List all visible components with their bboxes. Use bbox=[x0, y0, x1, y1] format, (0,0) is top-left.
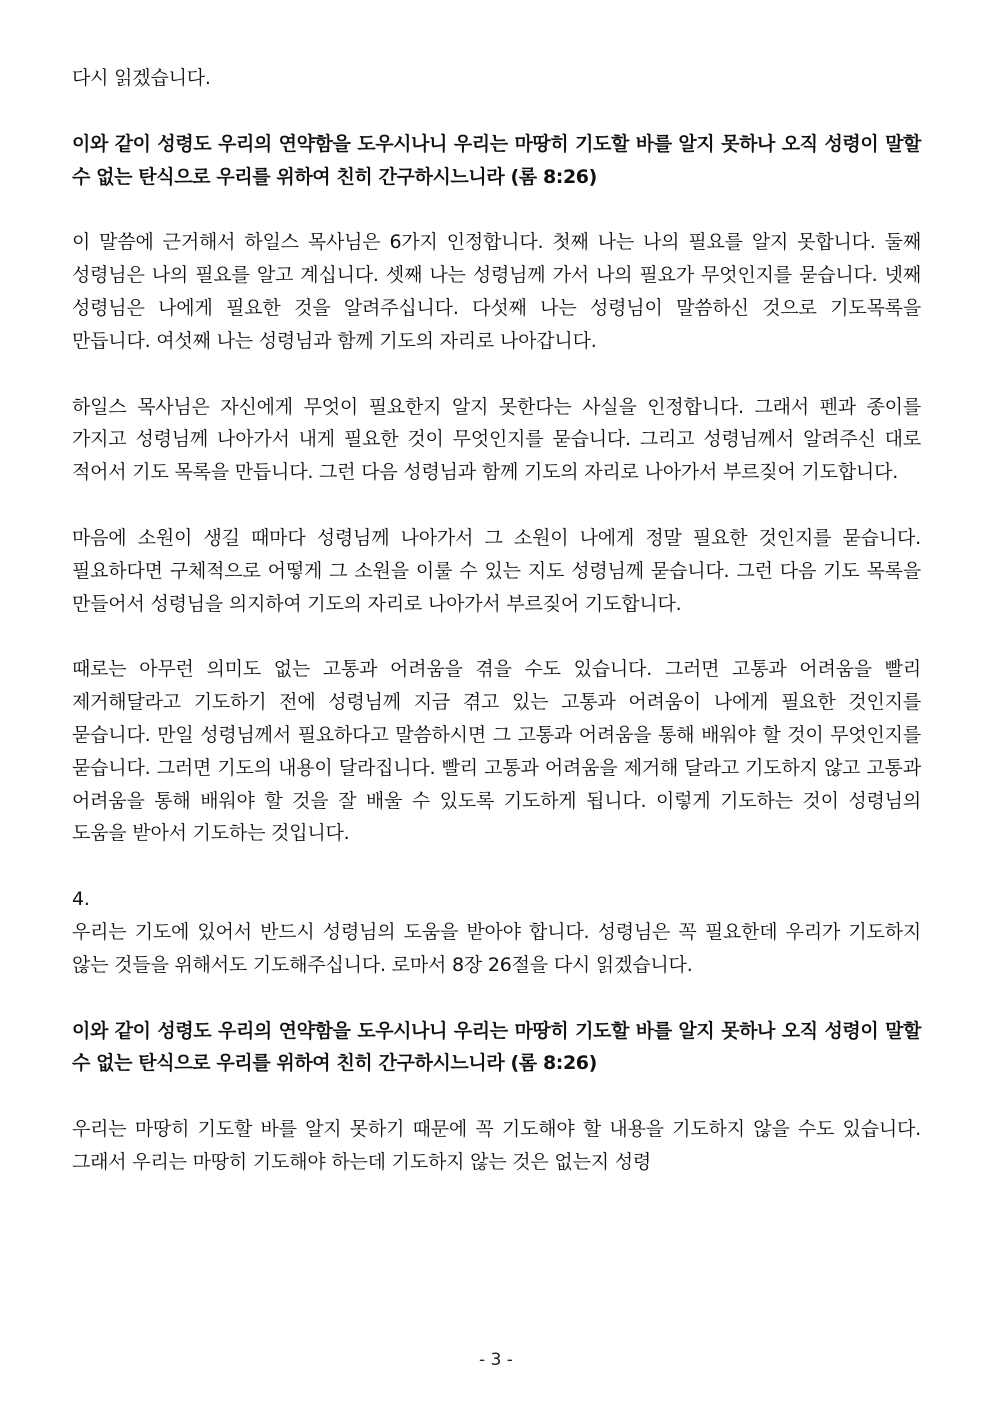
paragraph-closing: 우리는 마땅히 기도할 바를 알지 못하기 때문에 꼭 기도해야 할 내용을 기도하지 않을 수도 있습니다. 그래서 우리는 마땅히 기도해야 하는데 기도하지 않는 것은 없는지 성령 bbox=[72, 1118, 921, 1173]
paragraph-holy-spirit-help: 우리는 기도에 있어서 반드시 성령님의 도움을 받아야 합니다. 성령님은 꼭 필요한데 우리가 기도하지 않는 것들을 위해서도 기도해주십니다. 로마서 8장 26절을 다시 읽겠습니다. bbox=[72, 920, 921, 976]
section-number: 4. bbox=[72, 888, 90, 911]
page-number: - 3 - bbox=[479, 1350, 513, 1370]
paragraph-six-points: 이 말씀에 근거해서 하일스 목사님은 6가지 인정합니다. 첫째 나는 나의 필요를 알지 못합니다. 둘째 성령님은 나의 필요를 알고 계십니다. 셋째 나는 성령님께 가서 나의 필요가 무엇인지를 묻습니다. 넷째 성령님은 나에게 필요한 것을 알려주십니다. 다섯째 나는 성령님이 말씀하신 것으로 기도목록을 만듭니다. 여섯째 나는 성령님과 함께 기도의 자리로 나아갑니다. bbox=[72, 231, 921, 352]
paragraph-gap bbox=[72, 489, 921, 522]
paragraph-intro: 다시 읽겠습니다. bbox=[72, 67, 211, 89]
paragraph-prayer-list: 하일스 목사님은 자신에게 무엇이 필요한지 알지 못한다는 사실을 인정합니다. 그래서 펜과 종이를 가지고 성령님께 나아가서 내게 필요한 것이 무엇인지를 묻습니다. 그리고 성령님께서 알려주신 대로 적어서 기도 목록을 만듭니다. 그런 다음 성령님과 함께 기도의 자리로 나아가서 부르짖어 기도합니다. bbox=[72, 395, 921, 484]
page-body bbox=[72, 62, 921, 1179]
paragraph-gap bbox=[72, 982, 921, 1015]
paragraph-gap bbox=[72, 95, 921, 128]
bible-quote-romans-8-26: 이와 같이 성령도 우리의 연약함을 도우시나니 우리는 마땅히 기도할 바를 알지 못하나 오직 성령이 말할 수 없는 탄식으로 우리를 위하여 친히 간구하시느니라 (롬 8:26) bbox=[72, 132, 921, 188]
paragraph-gap bbox=[72, 193, 921, 226]
paragraph-gap bbox=[72, 358, 921, 391]
paragraph-gap bbox=[72, 620, 921, 653]
bible-quote-romans-8-26-repeat: 이와 같이 성령도 우리의 연약함을 도우시나니 우리는 마땅히 기도할 바를 알지 못하나 오직 성령이 말할 수 없는 탄식으로 우리를 위하여 친히 간구하시느니라 (롬 8:26) bbox=[72, 1019, 921, 1075]
paragraph-suffering: 때로는 아무런 의미도 없는 고통과 어려움을 겪을 수도 있습니다. 그러면 고통과 어려움을 빨리 제거해달라고 기도하기 전에 성령님께 지금 겪고 있는 고통과 어려움이 나에게 필요한 것인지를 묻습니다. 만일 성령님께서 필요하다고 말씀하시면 그 고통과 어려움을 통해 배워야 할 것이 무엇인지를 묻습니다. 그러면 기도의 내용이 달라집니다. 빨리 고통과 어려움을 제거해 달라고 기도하지 않고 고통과 어려움을 통해 배워야 할 것을 잘 배울 수 있도록 기도하게 됩니다. 이렇게 기도하는 것이 성령님의 도움을 받아서 기도하는 것입니다. bbox=[72, 658, 921, 845]
paragraph-desires: 마음에 소원이 생길 때마다 성령님께 나아가서 그 소원이 나에게 정말 필요한 것인지를 묻습니다. 필요하다면 구체적으로 어떻게 그 소원을 이룰 수 있는 지도 성령님께 묻습니다. 그런 다음 기도 목록을 만들어서 성령님을 의지하여 기도의 자리로 나아가서 부르짖어 기도합니다. bbox=[72, 526, 921, 615]
paragraph-gap bbox=[72, 850, 921, 883]
paragraph-gap bbox=[72, 1080, 921, 1113]
